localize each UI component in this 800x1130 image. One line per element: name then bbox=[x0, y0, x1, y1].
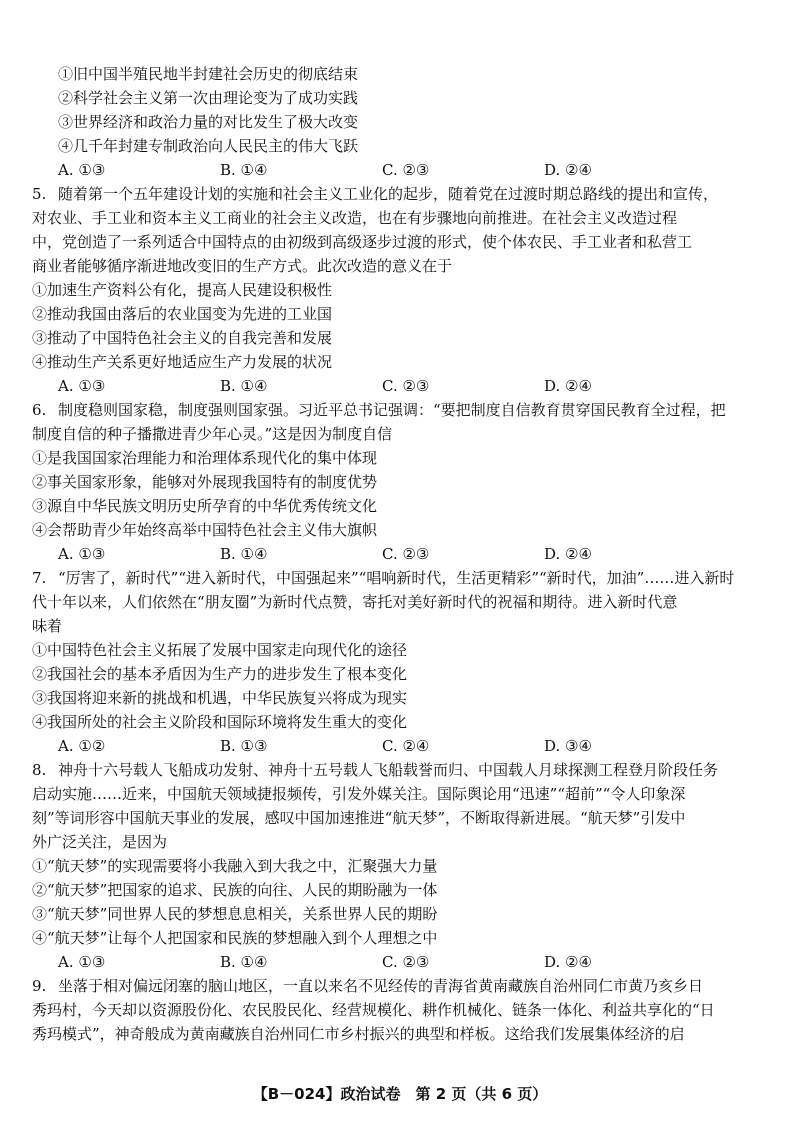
option-line: ④几千年封建专制政治向人民民主的伟大飞跃 bbox=[58, 137, 359, 155]
question-stem-line: 秀玛村，今天却以资源股份化、农民股民化、经营规模化、耕作机械化、链条一体化、利益共享化的“日 bbox=[32, 1001, 715, 1019]
choice-a: A. ①③ bbox=[58, 377, 106, 395]
page-footer: 【B－024】政治试卷 第 2 页（共 6 页） bbox=[252, 1085, 548, 1103]
question-stem-line bbox=[32, 566, 772, 590]
question-6 bbox=[32, 398, 772, 566]
question-stem-line: 代十年以来，人们依然在“朋友圈”为新时代点赞，寄托对美好新时代的祝福和期待。进入新时代意 bbox=[32, 593, 678, 611]
question-stem-line: 刻”等词形容中国航天事业的发展，感叹中国加速推进“航天梦”，不断取得新进展。“航天梦”引发中 bbox=[32, 809, 686, 827]
choice-d: D. ②④ bbox=[544, 953, 592, 971]
question-9 bbox=[32, 974, 772, 1046]
stem-text: 制度稳则国家稳，制度强则国家强。习近平总书记强调：“要把制度自信教育贯穿国民教育全过程，把 bbox=[58, 401, 726, 419]
choice-c: C. ②③ bbox=[382, 161, 430, 179]
question-8 bbox=[32, 758, 772, 974]
choice-d: D. ②④ bbox=[544, 545, 592, 563]
option-line: ③推动了中国特色社会主义的自我完善和发展 bbox=[32, 329, 333, 347]
question-number: 6. bbox=[32, 401, 47, 419]
option-line: ③我国将迎来新的挑战和机遇，中华民族复兴将成为现实 bbox=[32, 689, 408, 707]
choice-c: C. ②③ bbox=[382, 377, 430, 395]
choice-d: D. ③④ bbox=[544, 737, 592, 755]
stem-text: “厉害了，新时代”“进入新时代，中国强起来”“唱响新时代，生活更精彩”“新时代，加油”……进入新时 bbox=[58, 569, 735, 587]
answer-choices bbox=[32, 542, 772, 566]
option-line: ①加速生产资料公有化，提高人民建设积极性 bbox=[32, 281, 333, 299]
answer-choices bbox=[32, 734, 772, 758]
question-stem-line: 启动实施……近来，中国航天领域捷报频传，引发外媒关注。国际舆论用“迅速”“超前”“令人印象深 bbox=[32, 785, 686, 803]
option-line: ②我国社会的基本矛盾因为生产力的进步发生了根本变化 bbox=[32, 665, 408, 683]
option-line: ④“航天梦”让每个人把国家和民族的梦想融入到个人理想之中 bbox=[32, 929, 438, 947]
option-line: ①旧中国半殖民地半封建社会历史的彻底结束 bbox=[58, 65, 359, 83]
question-stem-line bbox=[32, 398, 772, 422]
choice-a: A. ①③ bbox=[58, 953, 106, 971]
choice-b: B. ①③ bbox=[220, 737, 268, 755]
question-stem-line: 商业者能够循序渐进地改变旧的生产方式。此次改造的意义在于 bbox=[32, 257, 453, 275]
option-line: ②事关国家形象，能够对外展现我国特有的制度优势 bbox=[32, 473, 378, 491]
choice-a: A. ①② bbox=[58, 737, 106, 755]
answer-choices bbox=[32, 374, 772, 398]
choice-b: B. ①④ bbox=[220, 161, 268, 179]
question-number: 5. bbox=[32, 185, 47, 203]
question-stem-line: 中，党创造了一系列适合中国特点的由初级到高级逐步过渡的形式，使个体农民、手工业者和私营工 bbox=[32, 233, 693, 251]
choice-c: C. ②③ bbox=[382, 545, 430, 563]
stem-text: 神舟十六号载人飞船成功发射、神舟十五号载人飞船载誉而归、中国载人月球探测工程登月阶段任务 bbox=[58, 761, 719, 779]
question-5 bbox=[32, 182, 772, 398]
question-number: 7. bbox=[32, 569, 47, 587]
option-line: ③源自中华民族文明历史所孕育的中华优秀传统文化 bbox=[32, 497, 378, 515]
choice-c: C. ②③ bbox=[382, 953, 430, 971]
choice-d: D. ②④ bbox=[544, 161, 592, 179]
exam-page bbox=[32, 62, 772, 1046]
choice-b: B. ①④ bbox=[220, 545, 268, 563]
choice-b: B. ①④ bbox=[220, 953, 268, 971]
question-number: 9. bbox=[32, 977, 47, 995]
choice-a: A. ①③ bbox=[58, 161, 106, 179]
option-line: ③“航天梦”同世界人民的梦想息息相关，关系世界人民的期盼 bbox=[32, 905, 438, 923]
option-line: ②科学社会主义第一次由理论变为了成功实践 bbox=[58, 89, 359, 107]
option-line: ①“航天梦”的实现需要将小我融入到大我之中，汇聚强大力量 bbox=[32, 857, 438, 875]
stem-text: 坐落于相对偏远闭塞的脑山地区，一直以来名不见经传的青海省黄南藏族自治州同仁市黄乃亥乡日 bbox=[58, 977, 704, 995]
option-line: ④会帮助青少年始终高举中国特色社会主义伟大旗帜 bbox=[32, 521, 378, 539]
question-stem-line bbox=[32, 182, 772, 206]
question-stem-line bbox=[32, 758, 772, 782]
question-stem-line: 外广泛关注，是因为 bbox=[32, 833, 168, 851]
choice-d: D. ②④ bbox=[544, 377, 592, 395]
question-4-tail bbox=[32, 62, 772, 182]
option-line: ④推动生产关系更好地适应生产力发展的状况 bbox=[32, 353, 333, 371]
question-stem-line: 味着 bbox=[32, 617, 63, 635]
question-stem-line: 对农业、手工业和资本主义工商业的社会主义改造，也在有步骤地向前推进。在社会主义改造过程 bbox=[32, 209, 678, 227]
choice-b: B. ①④ bbox=[220, 377, 268, 395]
option-line: ①是我国国家治理能力和治理体系现代化的集中体现 bbox=[32, 449, 378, 467]
answer-choices bbox=[32, 158, 772, 182]
option-line: ③世界经济和政治力量的对比发生了极大改变 bbox=[58, 113, 359, 131]
question-7 bbox=[32, 566, 772, 758]
choice-a: A. ①③ bbox=[58, 545, 106, 563]
option-line: ②“航天梦”把国家的追求、民族的向往、人民的期盼融为一体 bbox=[32, 881, 438, 899]
answer-choices bbox=[32, 950, 772, 974]
option-line: ②推动我国由落后的农业国变为先进的工业国 bbox=[32, 305, 333, 323]
question-stem-line: 秀玛模式”，神奇般成为黄南藏族自治州同仁市乡村振兴的典型和样板。这给我们发展集体经济的启 bbox=[32, 1025, 685, 1043]
option-line: ④我国所处的社会主义阶段和国际环境将发生重大的变化 bbox=[32, 713, 408, 731]
question-number: 8. bbox=[32, 761, 47, 779]
option-line: ①中国特色社会主义拓展了发展中国家走向现代化的途径 bbox=[32, 641, 408, 659]
stem-text: 随着第一个五年建设计划的实施和社会主义工业化的起步，随着党在过渡时期总路线的提出和宣传， bbox=[58, 185, 719, 203]
question-stem-line bbox=[32, 974, 772, 998]
choice-c: C. ②④ bbox=[382, 737, 430, 755]
question-stem-line: 制度自信的种子播撒进青少年心灵。”这是因为制度自信 bbox=[32, 425, 393, 443]
